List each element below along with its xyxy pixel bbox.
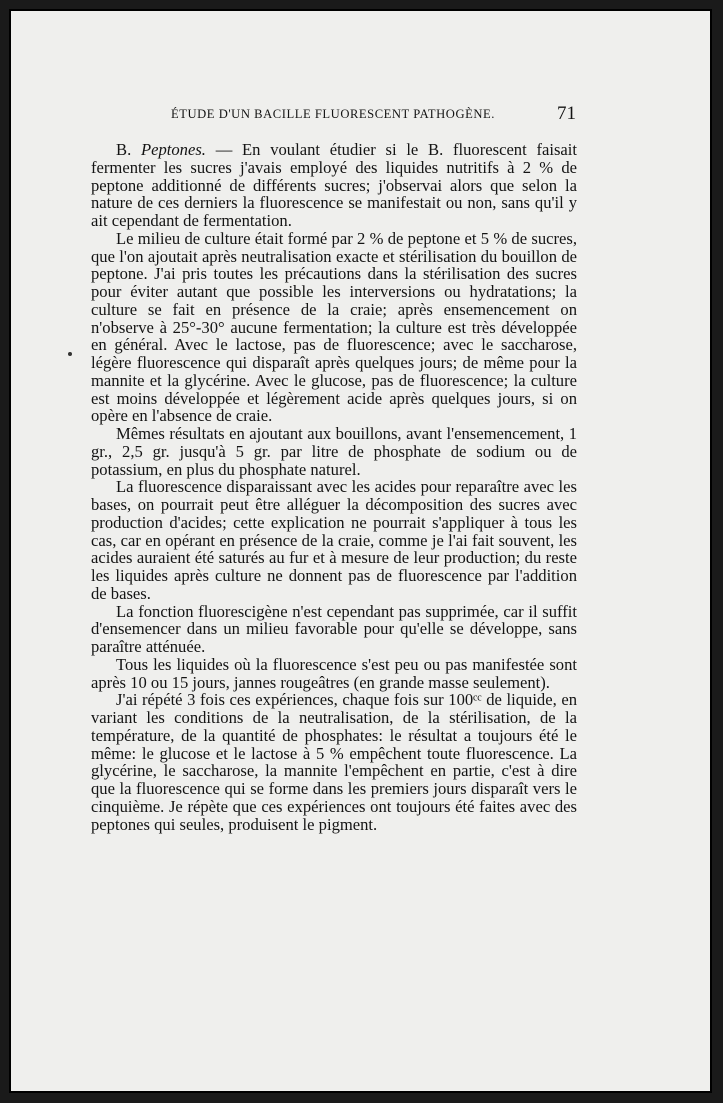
page-number: 71 [557, 103, 576, 124]
running-title: ÉTUDE D'UN BACILLE FLUORESCENT PATHOGÈNE. [171, 107, 495, 121]
paragraph-acids: La fluorescence disparaissant avec les acides pour reparaître avec les bases, on pourrait peut être alléguer la décomposition des sucres avec production d'acides; cette explication ne pourrait s'appliquer à tous les cas, car en opérant en présence de la craie, comme je l'ai fait souvent, les acides auraient été saturés au fur et à mesure de leur production; du reste les liquides après culture ne donnent pas de fluorescence par l'addition de bases. [91, 477, 577, 603]
section-heading: Peptones. [140, 140, 206, 159]
section-letter: B. [116, 140, 141, 159]
print-speck [68, 352, 72, 356]
paragraph-function: La fonction fluorescigène n'est cependant pas supprimée, car il suffit d'ensemencer dans un milieu favorable pour qu'elle se développe, sans paraître atténuée. [91, 601, 577, 656]
paragraph-liquids: Tous les liquides où la fluorescence s'est peu ou pas manifestée sont après 10 ou 15 jours, jannes rougeâtres (en grande masse seulement). [91, 654, 577, 692]
body-text [91, 141, 577, 833]
paragraph-phosphate: Mêmes résultats en ajoutant aux bouillons, avant l'ensemencement, 1 gr., 2,5 gr. jusqu'à 5 gr. par litre de phosphate de sodium ou de potassium, en plus du phosphate naturel. [91, 424, 577, 479]
paragraph-text: — En voulant étudier si le B. fluorescent faisait fermenter les sucres j'avais employé des liquides nutritifs à 2 % de peptone additionné de différents sucres; j'observai alors que selon la nature de ces derniers la fluorescence se manifestait ou non, sans qu'il y ait cependant de fermentation. [91, 140, 577, 230]
book-page [9, 9, 712, 1093]
running-head [11, 103, 712, 129]
paragraph-repeated-experiments: J'ai répété 3 fois ces expériences, chaque fois sur 100ᶜᶜ de liquide, en variant les conditions de la neutralisation, de la stérilisation, de la température, de la quantité de phosphates: le résultat a toujours été le même: le glucose et le lactose à 5 % empêchent toute fluorescence. La glycérine, le saccharose, la mannite l'empêchent en partie, c'est à dire que la fluorescence qui se forme dans les premiers jours disparaît vers le cinquième. Je répète que ces expériences ont toujours été faites avec des peptones qui seules, produisent le pigment. [91, 690, 577, 834]
paragraph-peptones [91, 141, 577, 230]
paragraph-culture-medium: Le milieu de culture était formé par 2 % de peptone et 5 % de sucres, que l'on ajoutait après neutralisation exacte et stérilisation du bouillon de peptone. J'ai pris toutes les précautions dans la stérilisation des sucres pour éviter autant que possible les interversions ou hydratations; la culture se fait en présence de la craie; après ensemencement on n'observe à 25°-30° aucune fermentation; la culture est très développée en général. Avec le lactose, pas de fluorescence; avec le saccharose, légère fluorescence qui disparaît après quelques jours; de même pour la mannite et la glycérine. Avec le glucose, pas de fluorescence; la culture est moins développée et légèrement acide après quelques jours, si on opère en l'absence de craie. [91, 228, 577, 426]
